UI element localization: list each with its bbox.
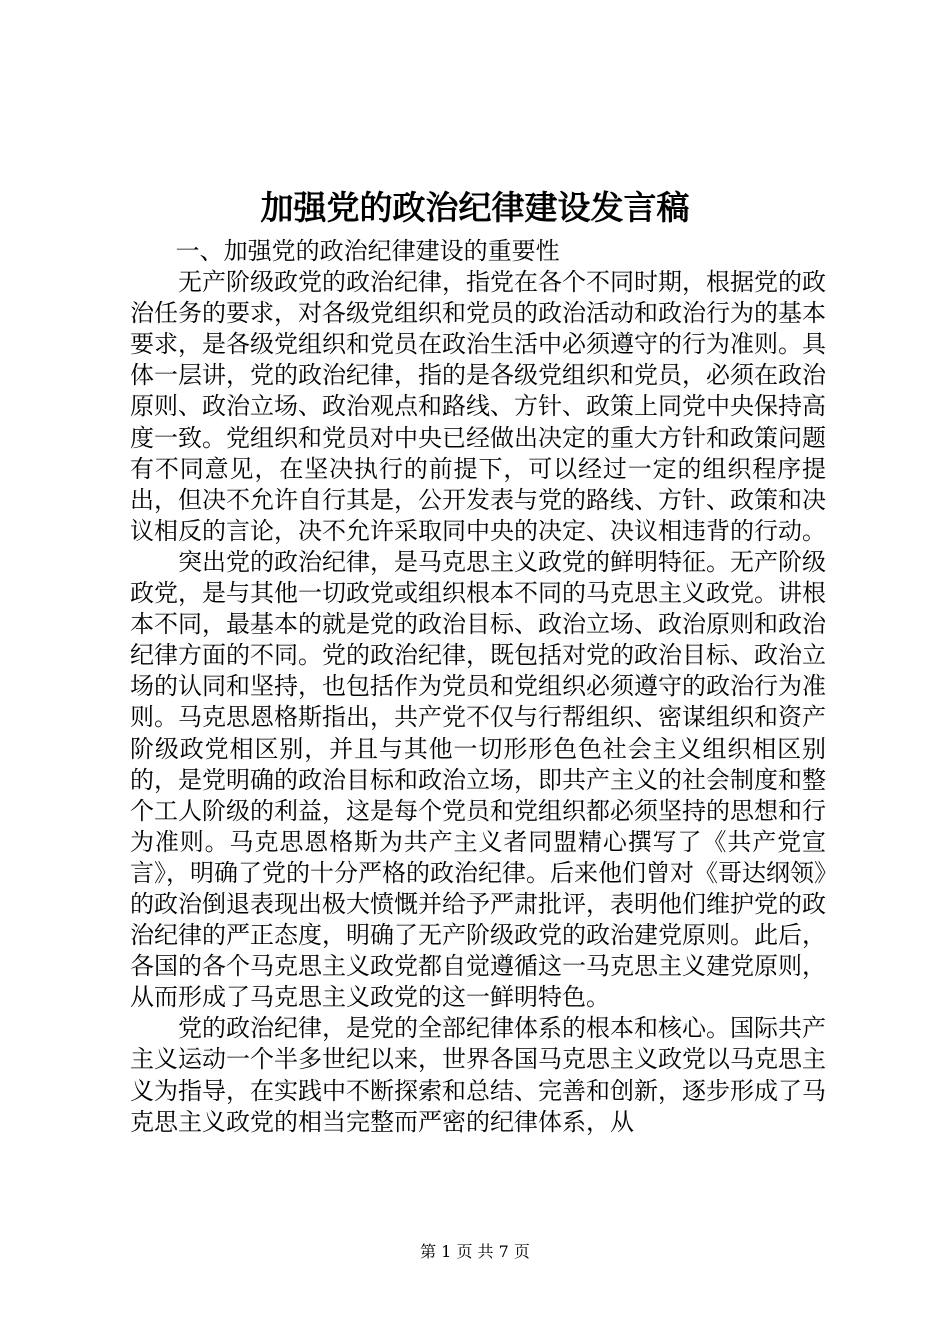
paragraph-1: 无产阶级政党的政治纪律，指党在各个不同时期，根据党的政治任务的要求，对各级党组织和党员的政治活动和政治行为的基本要求，是各级党组织和党员在政治生活中必须遵守的行为准则。具体一层讲，党的政治纪律，指的是各级党组织和党员，必须在政治原则、政治立场、政治观点和路线、方针、政策上同党中央保持高度一致。党组织和党员对中央已经做出决定的重大方针和政策问题有不同意见，在坚决执行的前提下，可以经过一定的组织程序提出，但决不允许自行其是，公开发表与党的路线、方针、政策和决议相反的言论，决不允许采取同中央的决定、决议相违背的行动。 (130, 268, 826, 545)
paragraph-3: 党的政治纪律，是党的全部纪律体系的根本和核心。国际共产主义运动一个半多世纪以来，世界各国马克思主义政党以马克思主义为指导，在实践中不断探索和总结、完善和创新，逐步形成了马克思主义政党的相当完整而严密的纪律体系，从 (130, 1014, 826, 1136)
paragraph-2: 突出党的政治纪律，是马克思主义政党的鲜明特征。无产阶级政党，是与其他一切政党或组织根本不同的马克思主义政党。讲根本不同，最基本的就是党的政治目标、政治立场、政治原则和政治纪律方面的不同。党的政治纪律，既包括对党的政治目标、政治立场的认同和坚持，也包括作为党员和党组织必须遵守的政治行为准则。马克思恩格斯指出，共产党不仅与行帮组织、密谋组织和资产阶级政党相区别，并且与其他一切形形色色社会主义组织相区别的，是党明确的政治目标和政治立场，即共产主义的社会制度和整个工人阶级的利益，这是每个党员和党组织都必须坚持的思想和行为准则。马克思恩格斯为共产主义者同盟精心撰写了《共产党宣言》，明确了党的十分严格的政治纪律。后来他们曾对《哥达纲领》的政治倒退表现出极大愤慨并给予严肃批评，表明他们维护党的政治纪律的严正态度，明确了无产阶级政党的政治建党原则。此后，各国的各个马克思主义政党都自觉遵循这一马克思主义建党原则，从而形成了马克思主义政党的这一鲜明特色。 (130, 547, 826, 1012)
section-heading: 一、加强党的政治纪律建设的重要性 (175, 237, 560, 265)
page-footer: 第 1 页 共 7 页 (420, 1242, 530, 1261)
document-title: 加强党的政治纪律建设发言稿 (260, 188, 690, 227)
document-body (130, 236, 826, 1138)
